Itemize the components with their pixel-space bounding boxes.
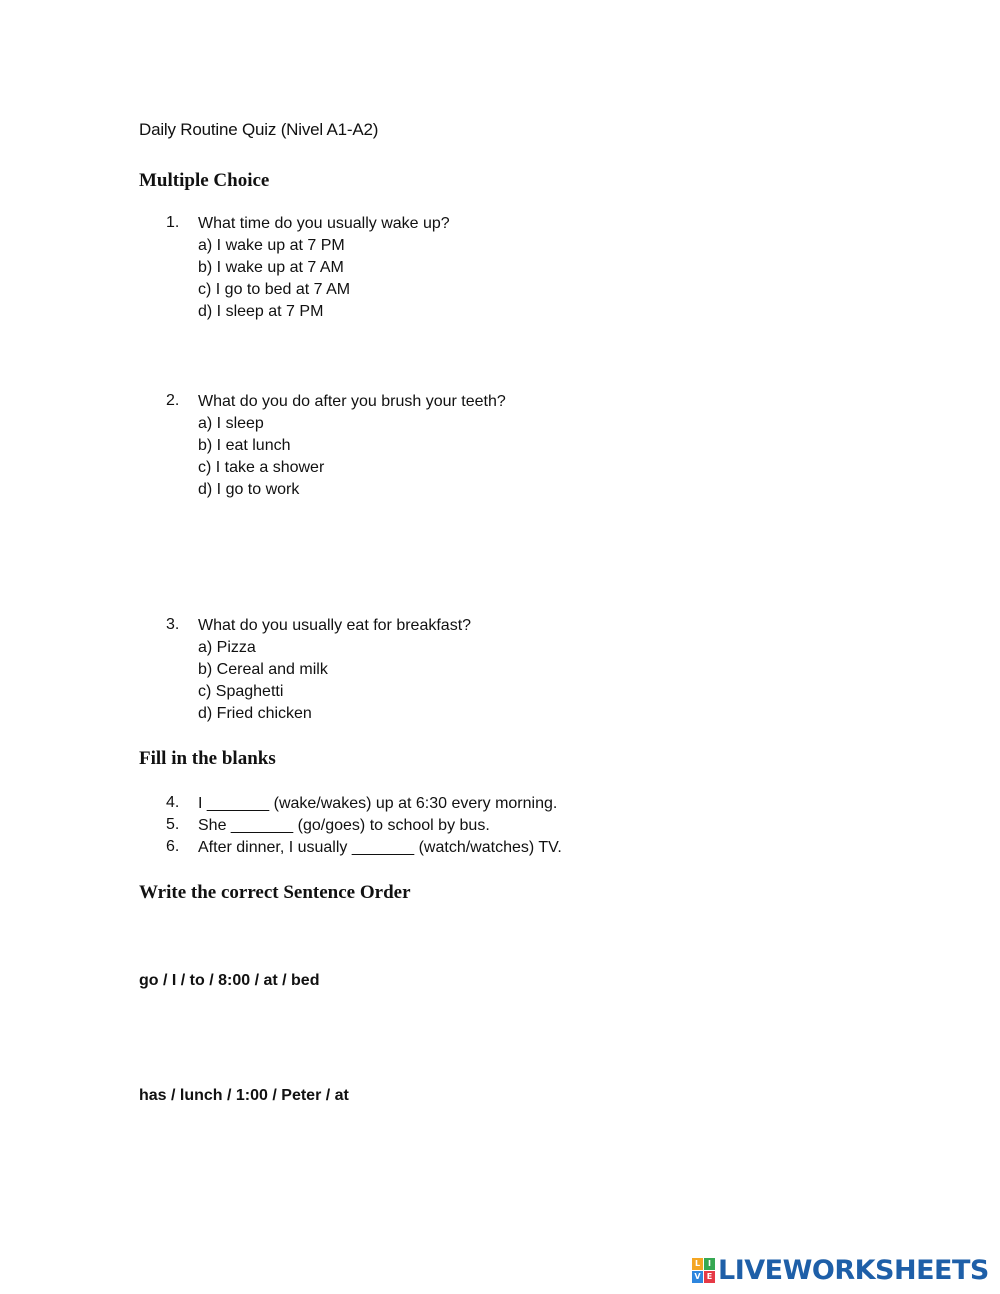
question-text: What do you usually eat for breakfast?: [198, 617, 472, 634]
question-text: What time do you usually wake up?: [198, 215, 450, 232]
question-number: 6.: [166, 838, 180, 855]
blank-sentence: She _______ (go/goes) to school by bus.: [198, 817, 490, 834]
option-b: b) I wake up at 7 AM: [198, 259, 344, 276]
option-b: b) I eat lunch: [198, 437, 291, 454]
liveworksheets-logo: [692, 1254, 989, 1286]
blank-sentence: I _______ (wake/wakes) up at 6:30 every morning.: [198, 795, 558, 812]
section-heading-sentence-order: Write the correct Sentence Order: [139, 882, 411, 903]
scrambled-sentence: go / I / to / 8:00 / at / bed: [139, 972, 320, 989]
option-c: c) I go to bed at 7 AM: [198, 281, 351, 298]
option-a: a) I wake up at 7 PM: [198, 237, 345, 254]
logo-mark-letter: V: [692, 1271, 703, 1283]
option-d: d) I sleep at 7 PM: [198, 303, 324, 320]
question-text: What do you do after you brush your teeth?: [198, 393, 506, 410]
option-d: d) Fried chicken: [198, 705, 312, 722]
question-number: 4.: [166, 794, 180, 811]
document-title: Daily Routine Quiz (Nivel A1-A2): [139, 120, 379, 139]
logo-mark-letter: L: [692, 1258, 703, 1270]
section-heading-fill-blanks: Fill in the blanks: [139, 748, 276, 769]
option-b: b) Cereal and milk: [198, 661, 328, 678]
logo-mark-letter: E: [704, 1271, 715, 1283]
logo-text: LIVEWORKSHEETS: [718, 1254, 989, 1286]
question-number: 3.: [166, 616, 180, 633]
option-c: c) I take a shower: [198, 459, 325, 476]
question-number: 5.: [166, 816, 180, 833]
blank-sentence: After dinner, I usually _______ (watch/watches) TV.: [198, 839, 562, 856]
question-number: 1.: [166, 214, 180, 231]
logo-mark-letter: I: [704, 1258, 715, 1270]
option-a: a) Pizza: [198, 639, 256, 656]
scrambled-sentence: has / lunch / 1:00 / Peter / at: [139, 1087, 349, 1104]
logo-mark-icon: [692, 1258, 714, 1282]
question-number: 2.: [166, 392, 180, 409]
option-c: c) Spaghetti: [198, 683, 284, 700]
option-d: d) I go to work: [198, 481, 300, 498]
section-heading-multiple-choice: Multiple Choice: [139, 170, 270, 191]
option-a: a) I sleep: [198, 415, 264, 432]
